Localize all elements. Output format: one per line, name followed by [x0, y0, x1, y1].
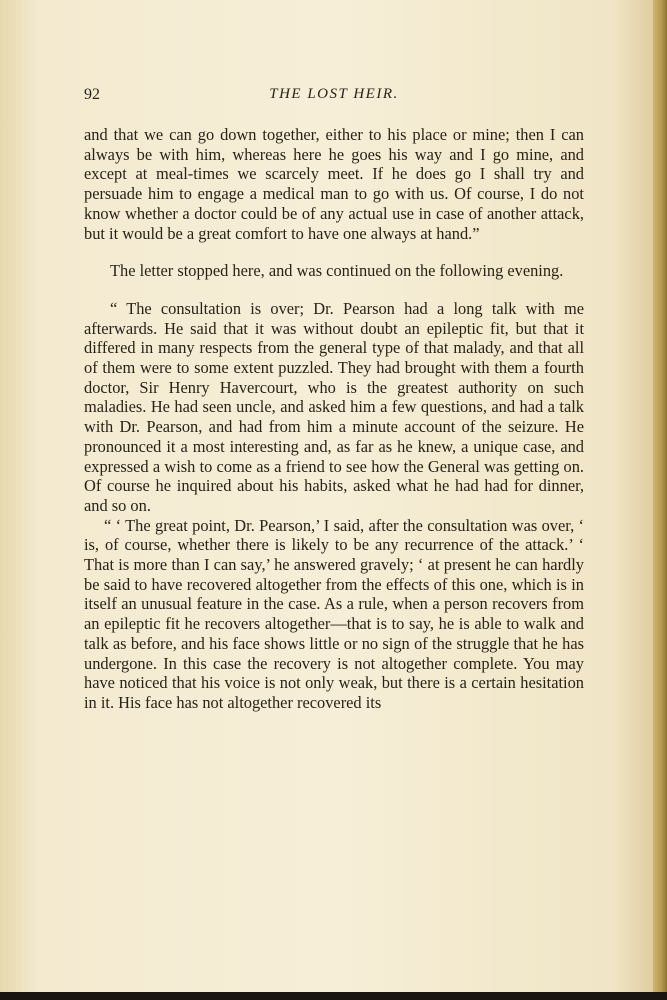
body-text: [84, 125, 584, 713]
paragraph-2: The letter stopped here, and was continued on the following evening.: [110, 261, 564, 281]
paragraph-4: “ ‘ The great point, Dr. Pearson,’ I said, after the consultation was over, ‘ is, of course, whether there is likely to be any recurrence of the attack.’ ‘ That is more than I can say,’ he answered gravely; ‘ at present he can hardly be said to have recovered altogether from the effects of this one, which is in itself an unusual feature in the case. As a rule, when a person recovers from an epileptic fit he recovers altogether—that is to say, he is able to walk and talk as before, and his face shows little or no sign of the struggle that he has undergone. In this case the recovery is not altogether complete. You may have noticed that his voice is not only weak, but there is a certain hesitation in it. His face has not altogether recovered its: [84, 515, 584, 712]
page-header: [84, 86, 584, 110]
page-number: 92: [84, 86, 100, 103]
page-edge-bottom: [0, 992, 667, 1000]
page-edge-right: [653, 0, 667, 1000]
paragraph-1: and that we can go down together, either to his place or mine; then I can always be with him, whereas here he goes his way and I go mine, and except at meal-times we scarcely meet. If he does go I shall try and persuade him to engage a medical man to go with us. Of course, I do not know whether a doctor could be of any actual use in case of another attack, but it would be a great comfort to have one always at hand.”: [84, 125, 584, 243]
running-title: THE LOST HEIR.: [269, 86, 399, 102]
paragraph-3: “ The consultation is over; Dr. Pearson had a long talk with me afterwards. He said that it was without doubt an epileptic fit, but that it differed in many respects from the general type of that malady, and that all of them were to some extent puzzled. They had brought with them a fourth doctor, Sir Henry Havercourt, who is the greatest authority on such maladies. He had seen uncle, and asked him a few questions, and had a talk with Dr. Pearson, and had from him a minute account of the seizure. He pronounced it a most interesting and, as far as he knew, a unique case, and expressed a wish to come as a friend to see how the General was getting on. Of course he inquired about his habits, asked what he had had for dinner, and so on.: [84, 298, 584, 515]
